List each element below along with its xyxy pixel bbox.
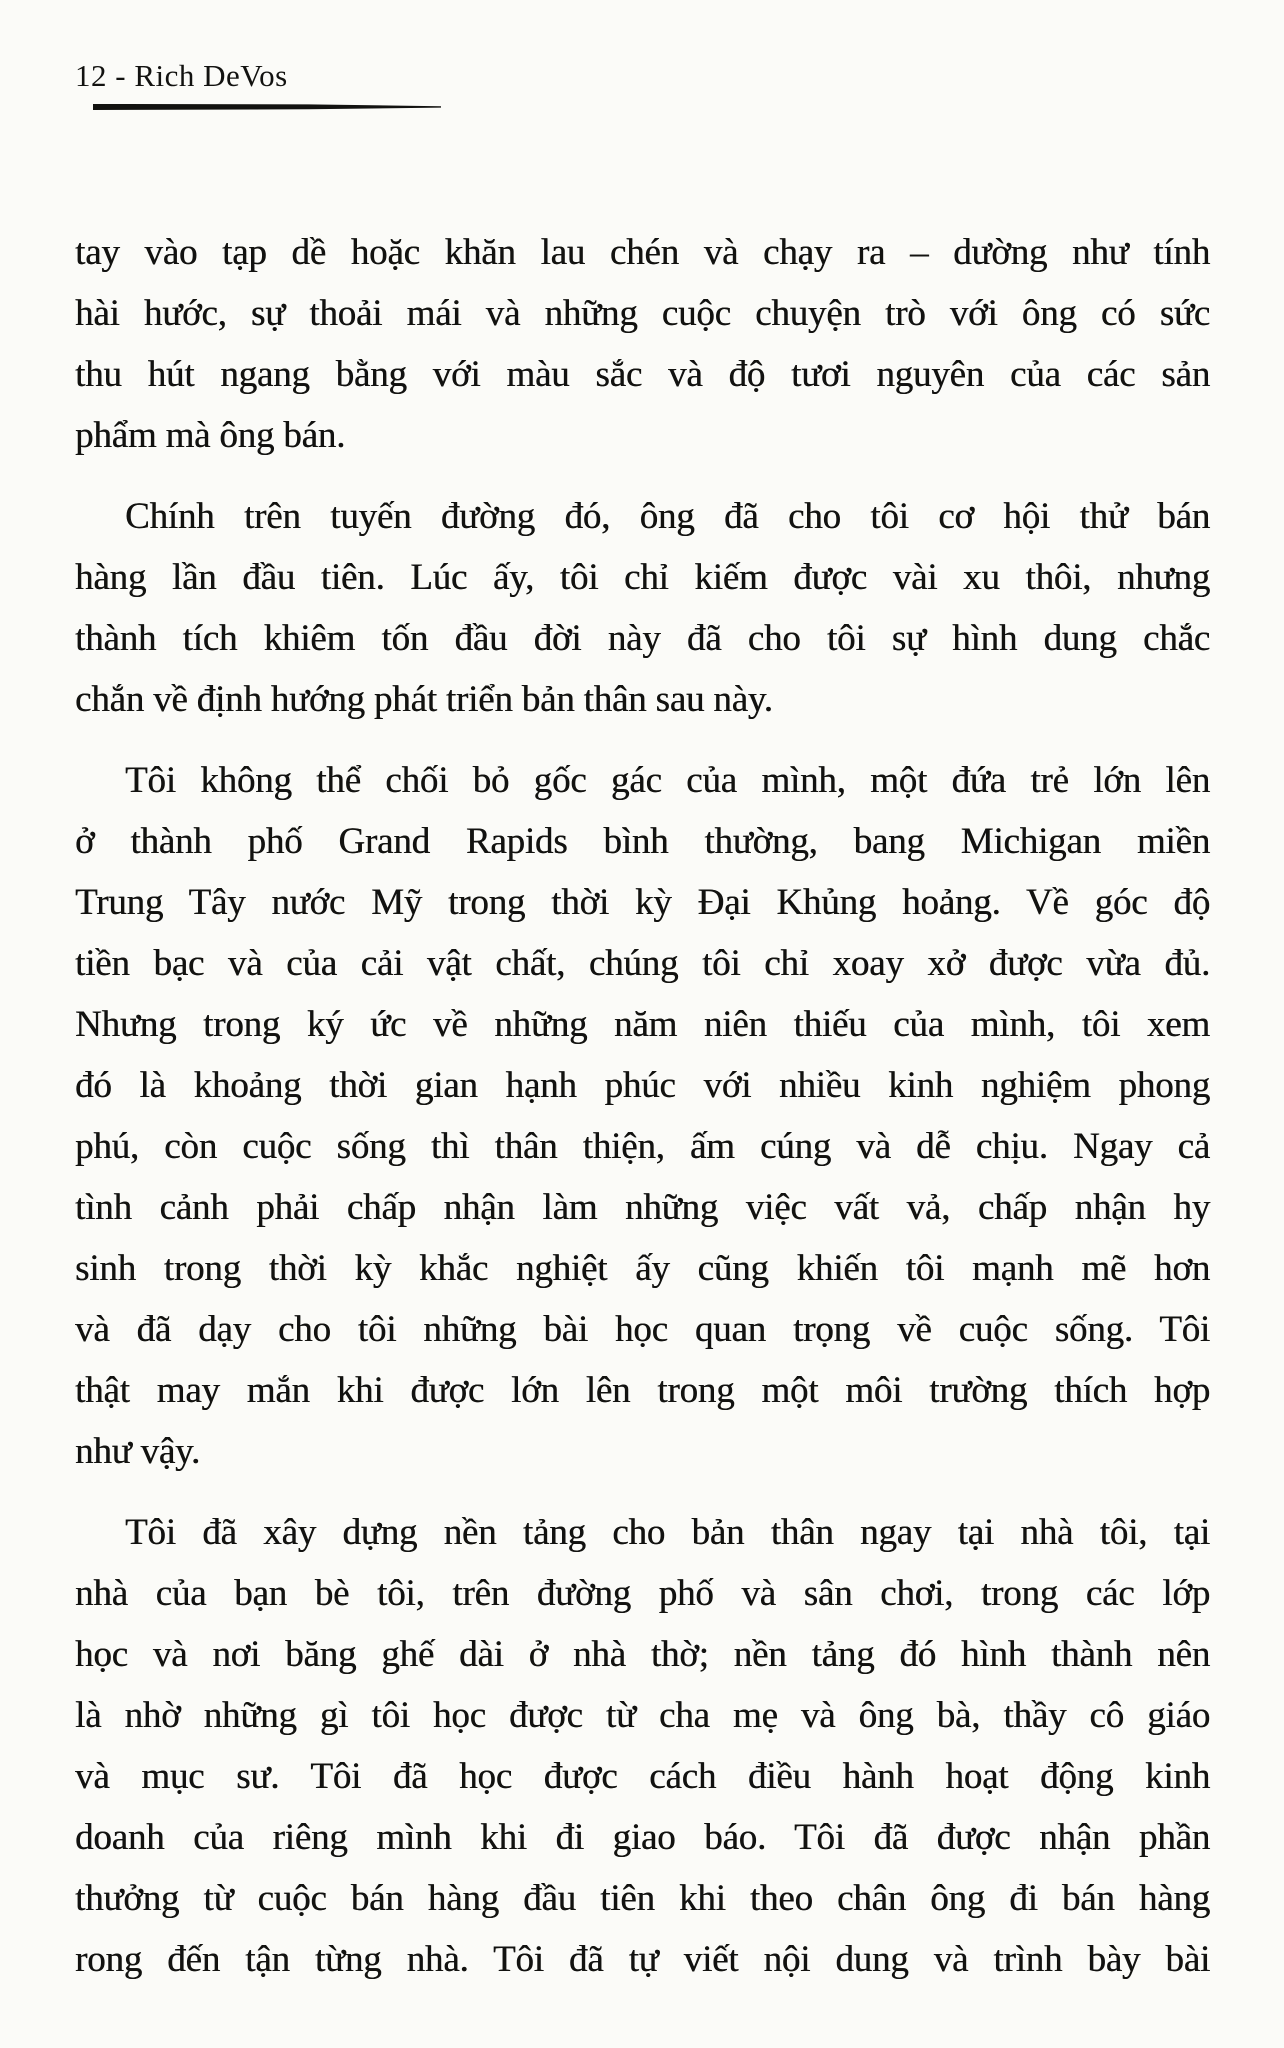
text-line: học và nơi băng ghế dài ở nhà thờ; nền tảng đó hình thành nên (75, 1634, 1210, 1675)
text-line: sinh trong thời kỳ khắc nghiệt ấy cũng khiến tôi mạnh mẽ hơn (75, 1248, 1210, 1289)
body-text (75, 222, 1210, 1990)
text-line: phú, còn cuộc sống thì thân thiện, ấm cúng và dễ chịu. Ngay cả (75, 1126, 1210, 1167)
text-line: ở thành phố Grand Rapids bình thường, bang Michigan miền (75, 821, 1210, 862)
text-line: là nhờ những gì tôi học được từ cha mẹ và ông bà, thầy cô giáo (75, 1695, 1210, 1736)
text-line: phẩm mà ông bán. (75, 415, 346, 456)
text-line: hài hước, sự thoải mái và những cuộc chuyện trò với ông có sức (75, 293, 1210, 334)
text-line: chắn về định hướng phát triển bản thân sau này. (75, 679, 773, 720)
paragraph (75, 486, 1210, 730)
text-line: tay vào tạp dề hoặc khăn lau chén và chạy ra – dường như tính (75, 232, 1210, 273)
text-line: hàng lần đầu tiên. Lúc ấy, tôi chỉ kiếm được vài xu thôi, nhưng (75, 557, 1210, 598)
text-line: nhà của bạn bè tôi, trên đường phố và sân chơi, trong các lớp (75, 1573, 1210, 1614)
page-header (75, 58, 1210, 110)
text-line: rong đến tận từng nhà. Tôi đã tự viết nội dung và trình bày bài (75, 1939, 1210, 1980)
text-line: Tôi đã xây dựng nền tảng cho bản thân ngay tại nhà tôi, tại (125, 1512, 1210, 1553)
header-rule (93, 104, 441, 110)
text-line: tình cảnh phải chấp nhận làm những việc vất vả, chấp nhận hy (75, 1187, 1210, 1228)
text-line: thu hút ngang bằng với màu sắc và độ tươi nguyên của các sản (75, 354, 1210, 395)
text-line: và mục sư. Tôi đã học được cách điều hành hoạt động kinh (75, 1756, 1210, 1797)
text-line: doanh của riêng mình khi đi giao báo. Tôi đã được nhận phần (75, 1817, 1210, 1858)
text-line: Trung Tây nước Mỹ trong thời kỳ Đại Khủng hoảng. Về góc độ (75, 882, 1210, 923)
paragraph (75, 222, 1210, 466)
text-line: Tôi không thể chối bỏ gốc gác của mình, một đứa trẻ lớn lên (125, 760, 1210, 801)
text-line: thật may mắn khi được lớn lên trong một môi trường thích hợp (75, 1370, 1210, 1411)
paragraph (75, 1502, 1210, 1990)
text-line: tiền bạc và của cải vật chất, chúng tôi chỉ xoay xở được vừa đủ. (75, 943, 1210, 984)
text-line: và đã dạy cho tôi những bài học quan trọng về cuộc sống. Tôi (75, 1309, 1210, 1350)
paragraph (75, 750, 1210, 1482)
running-head: 12 - Rich DeVos (75, 58, 288, 93)
text-line: đó là khoảng thời gian hạnh phúc với nhiều kinh nghiệm phong (75, 1065, 1210, 1106)
text-line: thưởng từ cuộc bán hàng đầu tiên khi theo chân ông đi bán hàng (75, 1878, 1210, 1919)
text-line: như vậy. (75, 1431, 200, 1472)
text-line: Nhưng trong ký ức về những năm niên thiếu của mình, tôi xem (75, 1004, 1210, 1045)
text-line: Chính trên tuyến đường đó, ông đã cho tôi cơ hội thử bán (125, 496, 1210, 537)
text-line: thành tích khiêm tốn đầu đời này đã cho tôi sự hình dung chắc (75, 618, 1210, 659)
